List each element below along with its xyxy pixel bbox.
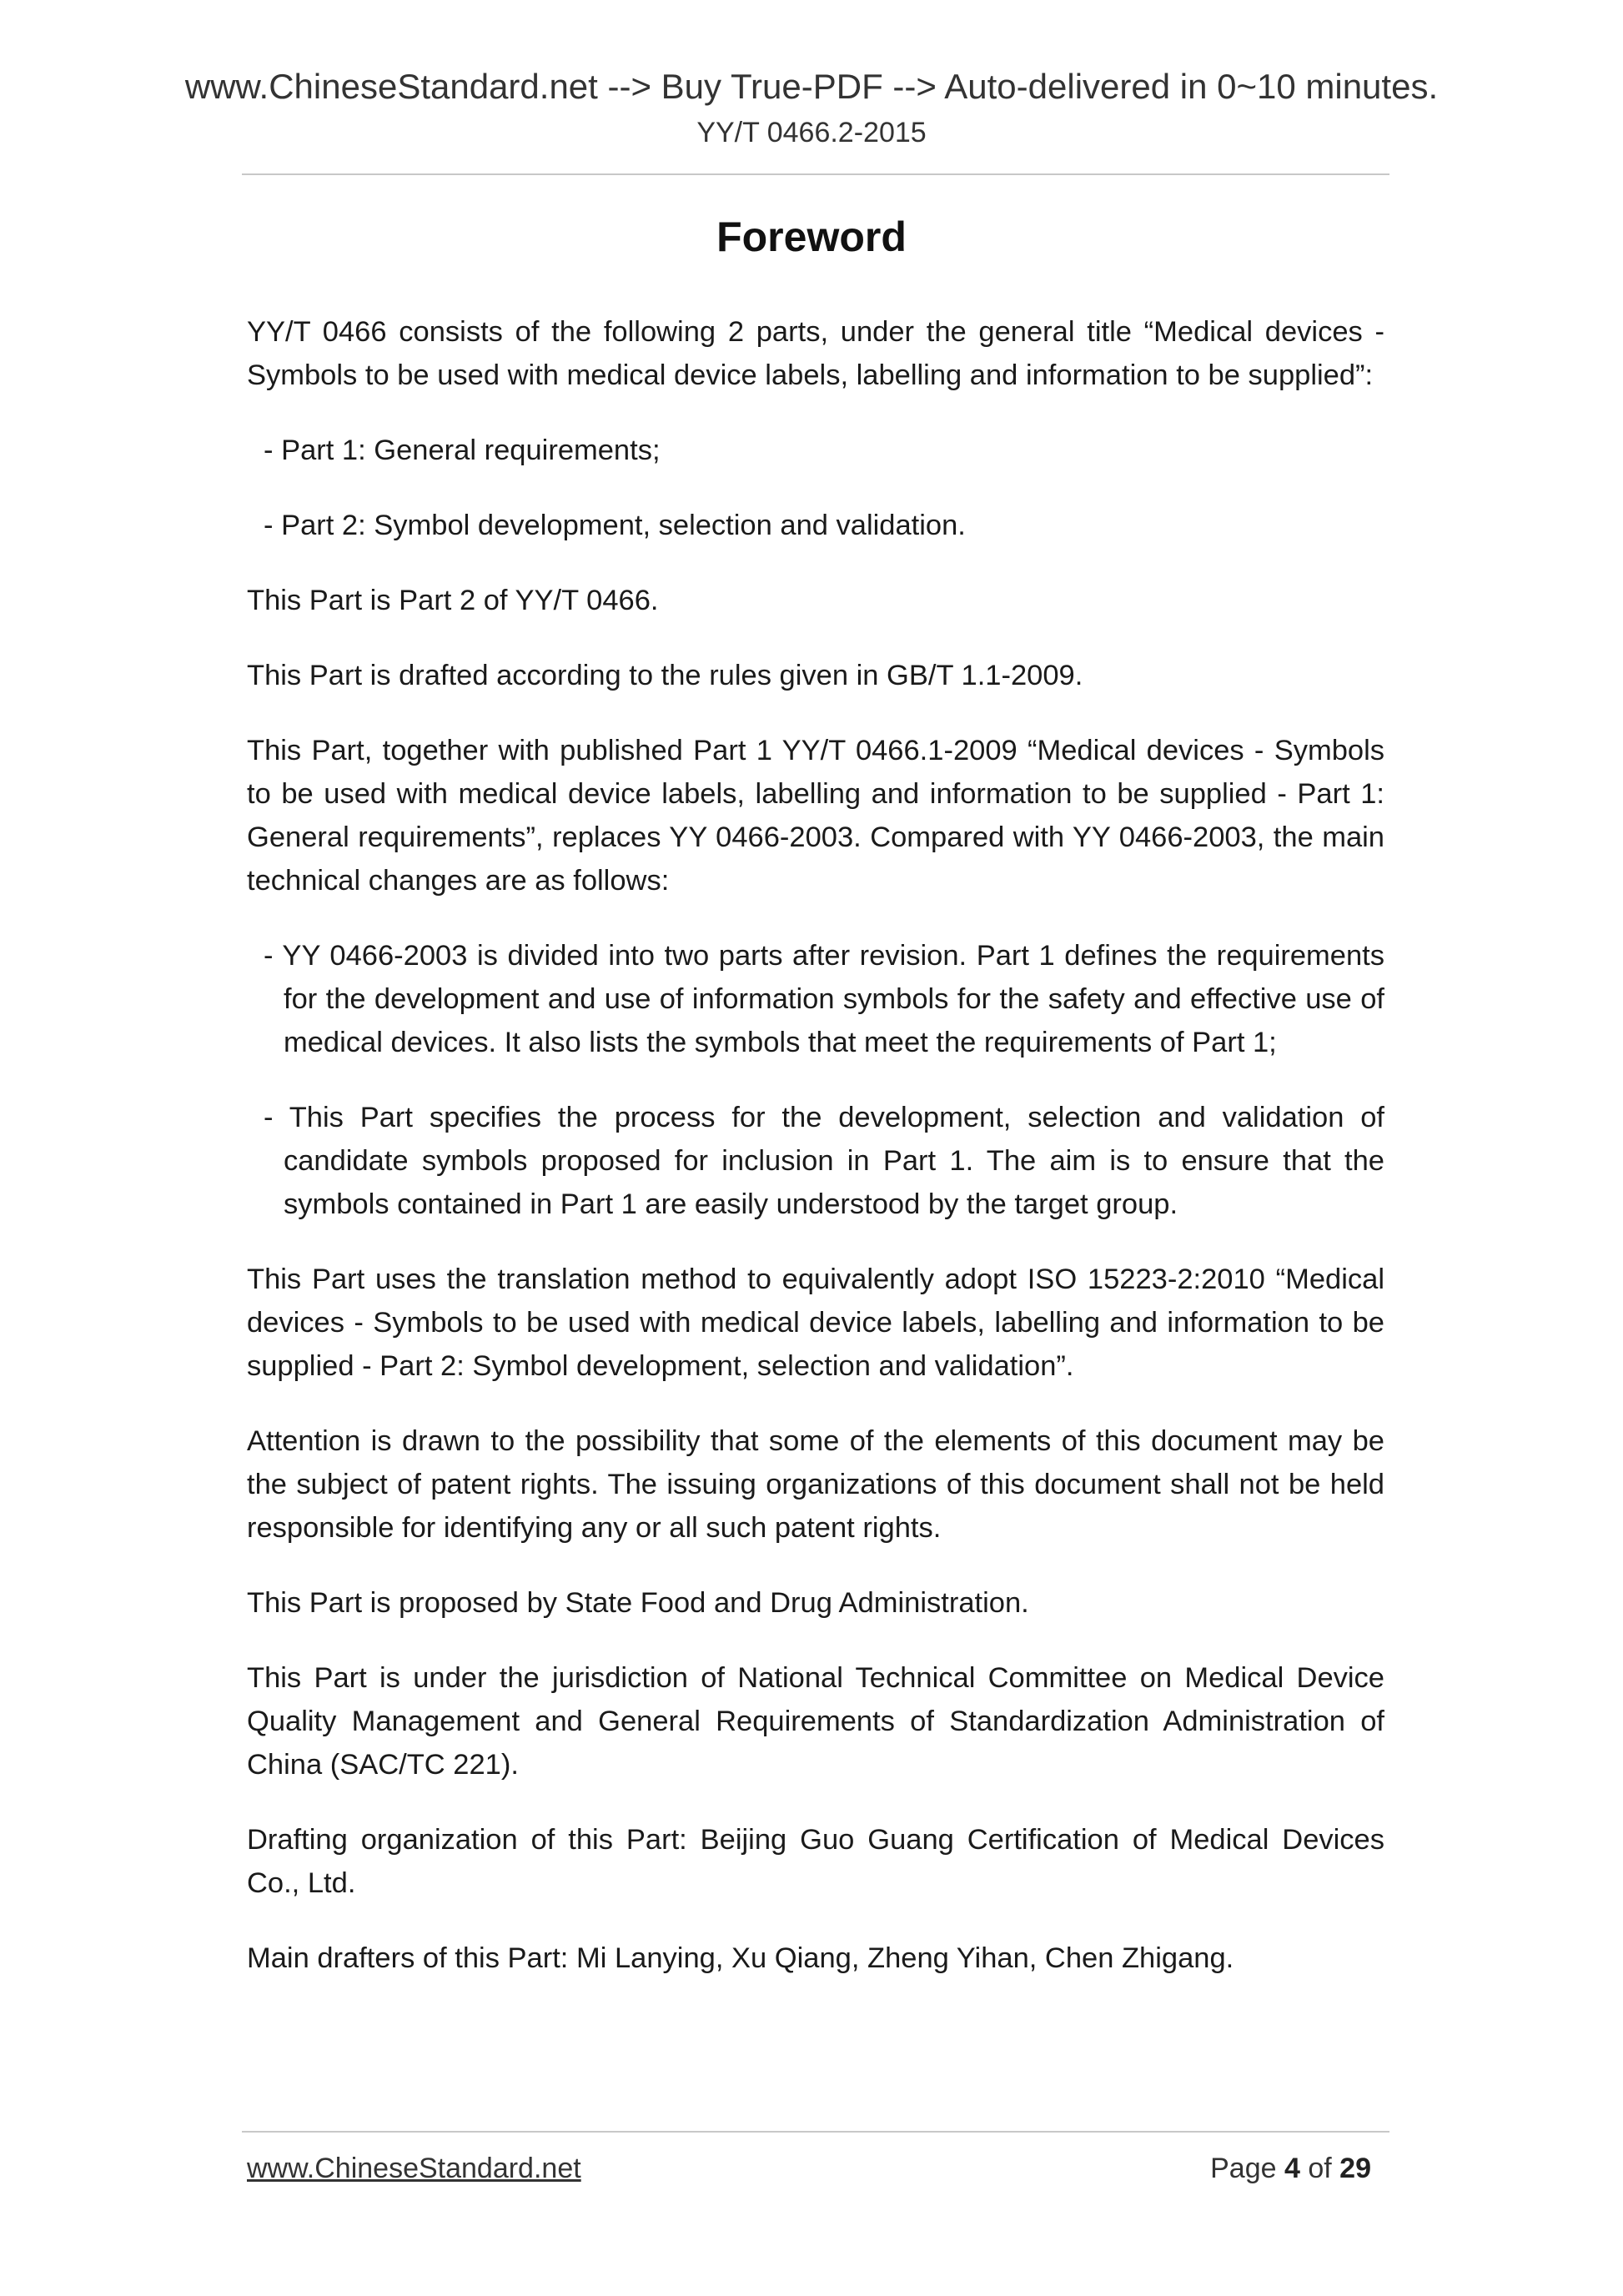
paragraph-patent-notice: Attention is drawn to the possibility that some of the elements of this document may be the subject of patent rights. The issuing organizations of this document shall not be held responsible for identifying any or all such patent rights. <box>247 1425 1384 1544</box>
list-item-change-2: - This Part specifies the process for the development, selection and validation of candidate symbols proposed for inclusion in Part 1. The aim is to ensure that the symbols contained in Part 1 are easily understood by the target group. <box>264 1102 1384 1220</box>
list-item-part-1: - Part 1: General requirements; <box>264 435 661 466</box>
page-title: Foreword <box>716 214 907 260</box>
paragraph-part-of: This Part is Part 2 of YY/T 0466. <box>247 585 659 616</box>
header-divider <box>242 173 1389 175</box>
paragraph-adoption: This Part uses the translation method to equivalently adopt ISO 15223-2:2010 “Medical devices - Symbols to be used with medical device labels, labelling and information to be supplied - Part 2: Symbol development, selection and validation”. <box>247 1264 1384 1382</box>
standard-code: YY/T 0466.2-2015 <box>696 117 927 148</box>
paragraph-drafting-rules: This Part is drafted according to the rules given in GB/T 1.1-2009. <box>247 660 1083 691</box>
footer-divider <box>242 2131 1389 2133</box>
paragraph-drafting-organization: Drafting organization of this Part: Beijing Guo Guang Certification of Medical Devices Co., Ltd. <box>247 1824 1384 1899</box>
paragraph-consists-of: YY/T 0466 consists of the following 2 parts, under the general title “Medical devices - Symbols to be used with medical device labels, labelling and information to be supplied”: <box>247 316 1384 391</box>
paragraph-main-drafters: Main drafters of this Part: Mi Lanying, Xu Qiang, Zheng Yihan, Chen Zhigang. <box>247 1942 1234 1974</box>
paragraph-proposed-by: This Part is proposed by State Food and Drug Administration. <box>247 1587 1029 1619</box>
paragraph-replaces: This Part, together with published Part 1 YY/T 0466.1-2009 “Medical devices - Symbols to be used with medical device labels, labelling and information to be supplied - Part 1: General requirements”, replaces YY 0466-2003. Compared with YY 0466-2003, the main technical changes are as follows: <box>247 735 1384 897</box>
page-number <box>1210 2150 1371 2187</box>
page-total: 29 <box>1339 2153 1371 2184</box>
list-item-change-1: - YY 0466-2003 is divided into two parts after revision. Part 1 defines the requirements for the development and use of information symbols for the safety and effective use of medical devices. It also lists the symbols that meet the requirements of Part 1; <box>264 940 1384 1058</box>
changes-list <box>247 934 1384 1226</box>
footer-site-link[interactable]: www.ChineseStandard.net <box>247 2153 581 2184</box>
parts-list <box>247 429 1384 547</box>
header-banner: www.ChineseStandard.net --> Buy True-PDF --> Auto-delivered in 0~10 minutes. <box>184 67 1439 106</box>
page-word: Page <box>1210 2153 1277 2184</box>
page-of: of <box>1308 2153 1332 2184</box>
foreword-body <box>247 310 1384 2012</box>
list-item-part-2: - Part 2: Symbol development, selection and validation. <box>264 510 966 541</box>
page-current: 4 <box>1284 2153 1300 2184</box>
paragraph-jurisdiction: This Part is under the jurisdiction of National Technical Committee on Medical Device Quality Management and General Requirements of Standardization Administration of China (SAC/TC 221). <box>247 1662 1384 1781</box>
